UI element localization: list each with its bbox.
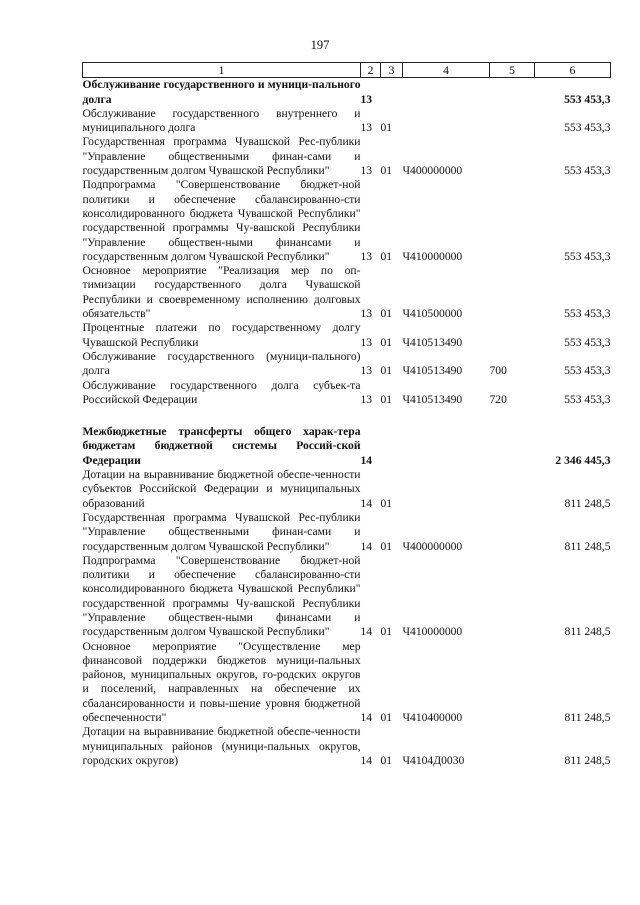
row-section: 14 xyxy=(360,711,373,725)
row-expense-type xyxy=(490,321,535,350)
row-target-article: Ч410500000 xyxy=(402,307,463,321)
table-row xyxy=(83,321,611,350)
row-target-article xyxy=(403,468,490,511)
row-section: 13 xyxy=(360,92,373,106)
row-amount: 553 453,3 xyxy=(564,164,611,178)
table-row xyxy=(83,379,611,408)
row-section: 13 xyxy=(360,307,373,321)
row-expense-type xyxy=(490,640,535,726)
row-expense-type xyxy=(490,511,535,554)
row-amount: 811 248,5 xyxy=(564,625,611,639)
table-row xyxy=(83,640,611,726)
row-amount: 811 248,5 xyxy=(564,496,611,510)
row-subsection xyxy=(381,78,403,107)
table-row xyxy=(83,468,611,511)
row-target-article: Ч4104Д0030 xyxy=(402,753,465,767)
row-expense-type: 720 xyxy=(489,392,507,406)
row-section: 13 xyxy=(360,364,373,378)
row-name: Обслуживание государственного внутреннего и муниципального долга xyxy=(82,106,361,135)
table-row xyxy=(83,407,611,425)
row-subsection: 01 xyxy=(380,121,393,135)
row-section: 14 xyxy=(360,625,373,639)
row-amount: 553 453,3 xyxy=(564,307,611,321)
row-expense-type xyxy=(490,468,535,511)
row-expense-type xyxy=(490,407,535,425)
row-subsection: 01 xyxy=(380,753,393,767)
row-amount: 553 453,3 xyxy=(564,121,611,135)
row-subsection: 01 xyxy=(380,164,393,178)
row-target-article: Ч410000000 xyxy=(402,249,463,263)
row-name: Государственная программа Чувашской Рес-публики "Управление общественными финан-сами и государственным долгом Чувашской Республики" xyxy=(82,510,361,553)
row-target-article xyxy=(403,425,490,468)
row-subsection: 01 xyxy=(380,496,393,510)
row-amount: 553 453,3 xyxy=(564,364,611,378)
header-col-2: 2 xyxy=(361,63,381,78)
row-amount: 553 453,3 xyxy=(564,392,611,406)
row-target-article xyxy=(403,78,490,107)
row-target-article xyxy=(403,107,490,136)
row-name: Обслуживание государственного (муници-пального) долга xyxy=(82,349,361,378)
row-expense-type xyxy=(490,425,535,468)
header-col-3: 3 xyxy=(381,63,403,78)
row-expense-type: 700 xyxy=(489,364,507,378)
row-subsection xyxy=(381,425,403,468)
table-row xyxy=(83,78,611,107)
row-amount: 553 453,3 xyxy=(564,335,611,349)
table-row xyxy=(83,554,611,640)
row-target-article: Ч410513490 xyxy=(402,392,463,406)
budget-table xyxy=(82,62,611,768)
row-amount: 553 453,3 xyxy=(564,249,611,263)
row-amount: 811 248,5 xyxy=(564,753,611,767)
row-name: Основное мероприятие "Осуществление мер финансовой поддержки бюджетов муници-пальных районов, муниципальных округов, го-родских округов и поселений, направленных на обеспечение их сбалансированности и повы-шение уровня бюджетной обеспеченности" xyxy=(82,639,361,725)
row-amount xyxy=(535,407,611,425)
row-expense-type xyxy=(490,554,535,640)
row-amount: 811 248,5 xyxy=(564,711,611,725)
row-name: Дотации на выравнивание бюджетной обеспе-ченности муниципальных районов (муници-пальных округов, городских округов) xyxy=(82,725,361,767)
row-target-article xyxy=(403,407,490,425)
header-col-6: 6 xyxy=(535,63,611,78)
row-amount: 553 453,3 xyxy=(564,92,611,106)
row-subsection: 01 xyxy=(380,364,393,378)
row-subsection: 01 xyxy=(380,249,393,263)
row-amount: 2 346 445,3 xyxy=(555,453,611,467)
row-subsection: 01 xyxy=(380,307,393,321)
row-section: 13 xyxy=(360,335,373,349)
row-name: Процентные платежи по государственному долгу Чувашской Республики xyxy=(82,321,361,349)
row-subsection xyxy=(381,407,403,425)
row-name xyxy=(83,407,361,425)
row-subsection: 01 xyxy=(380,711,393,725)
row-expense-type xyxy=(490,78,535,107)
row-name: Обслуживание государственного и муници-пального долга xyxy=(82,78,361,106)
row-target-article: Ч410513490 xyxy=(402,335,463,349)
table-row xyxy=(83,425,611,468)
table-row xyxy=(83,725,611,768)
table-row xyxy=(83,350,611,379)
row-section: 14 xyxy=(360,496,373,510)
row-amount: 811 248,5 xyxy=(564,539,611,553)
row-expense-type xyxy=(490,178,535,264)
row-name: Подпрограмма "Совершенствование бюджет-ной политики и обеспечение сбалансированно-сти консолидированного бюджета Чувашской Республики" государственной программы Чу-вашской Республики "Управление обществен-ными финансами и государственным долгом Чувашской Республики" xyxy=(82,553,361,639)
row-name: Дотации на выравнивание бюджетной обеспе-ченности субъектов Российской Федерации и муниципальных образований xyxy=(82,468,361,510)
row-expense-type xyxy=(490,135,535,178)
row-subsection: 01 xyxy=(380,335,393,349)
row-section: 13 xyxy=(360,164,373,178)
header-col-4: 4 xyxy=(403,63,490,78)
table-row xyxy=(83,264,611,321)
row-section: 14 xyxy=(360,453,373,467)
row-subsection: 01 xyxy=(380,625,393,639)
row-section: 14 xyxy=(360,753,373,767)
row-target-article: Ч410513490 xyxy=(402,364,463,378)
row-subsection: 01 xyxy=(380,392,393,406)
table-row xyxy=(83,135,611,178)
page-number: 197 xyxy=(310,38,330,52)
table-body xyxy=(83,78,611,768)
row-section: 14 xyxy=(360,539,373,553)
header-col-5: 5 xyxy=(490,63,535,78)
row-section: 13 xyxy=(360,392,373,406)
row-expense-type xyxy=(490,264,535,321)
row-name: Подпрограмма "Совершенствование бюджет-ной политики и обеспечение сбалансированно-сти консолидированного бюджета Чувашской Республики" государственной программы Чу-вашской Республики "Управление обществен-ными финансами и государственным долгом Чувашской Республики" xyxy=(82,178,361,263)
row-name: Межбюджетные трансферты общего харак-тера бюджетам бюджетной системы Россий-ской Федерации xyxy=(82,425,361,467)
row-section xyxy=(361,407,381,425)
row-target-article: Ч410000000 xyxy=(402,625,463,639)
row-name: Государственная программа Чувашской Рес-публики "Управление общественными финан-сами и государственным долгом Чувашской Республики" xyxy=(82,135,361,178)
table-row xyxy=(83,178,611,264)
header-col-1: 1 xyxy=(83,63,361,78)
row-section: 13 xyxy=(360,249,373,263)
table-row xyxy=(83,107,611,136)
row-section: 13 xyxy=(360,121,373,135)
table-row xyxy=(83,511,611,554)
table-header xyxy=(83,63,611,78)
row-expense-type xyxy=(490,725,535,768)
row-name: Обслуживание государственного долга субъек-та Российской Федерации xyxy=(82,378,361,406)
row-target-article: Ч400000000 xyxy=(402,164,463,178)
row-expense-type xyxy=(490,107,535,136)
row-target-article: Ч410400000 xyxy=(402,711,463,725)
row-subsection: 01 xyxy=(380,539,393,553)
row-name: Основное мероприятие "Реализация мер по оп-тимизации государственного долга Чувашской Республики и своевременному исполнению долговых обязательств" xyxy=(82,264,361,321)
row-target-article: Ч400000000 xyxy=(402,539,463,553)
